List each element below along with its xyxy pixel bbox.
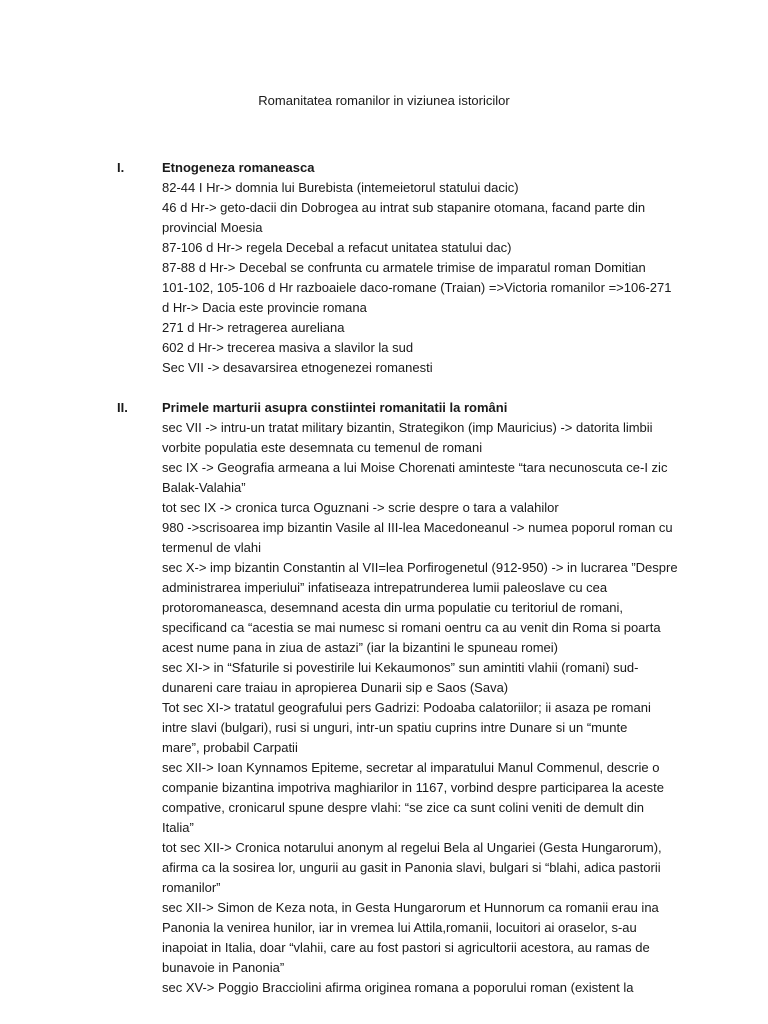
section-body [162,158,692,378]
text-line: 87-106 d Hr-> regela Decebal a refacut unitatea statului dac) [162,240,512,255]
text-line: inapoiat in Italia, doar “vlahii, care au fost pastori si agricultorii acestora, au ramas de [162,940,650,955]
text-line: Italia” [162,820,194,835]
text-line: 980 ->scrisoarea imp bizantin Vasile al III-lea Macedoneanul -> numea poporul roman cu [162,520,673,535]
text-line: sec X-> imp bizantin Constantin al VII=lea Porfirogenetul (912-950) -> in lucrarea ”Despre [162,560,678,575]
text-line: dunareni care traiau in apropierea Dunarii sip e Saos (Sava) [162,680,509,695]
text-line: d Hr-> Dacia este provincie romana [162,300,367,315]
text-line: Tot sec XI-> tratatul geografului pers Gadrizi: Podoaba calatoriilor; ii asaza pe romani [162,700,651,715]
text-line: afirma ca la sosirea lor, ungurii au gasit in Panonia slavi, bulgari si “blahi, adica pastorii [162,860,661,875]
text-line: romanilor” [162,880,221,895]
text-line: sec XII-> Ioan Kynnamos Epiteme, secretar al imparatului Manul Commenul, descrie o [162,760,660,775]
text-line: provincial Moesia [162,220,263,235]
text-line: bunavoie in Panonia” [162,960,285,975]
text-line: Panonia la venirea hunilor, iar in vremea lui Attila,romanii, locuitori ai oraselor, s-au [162,920,637,935]
text-line: specificand ca “acestia se mai numesc si romani oentru ca au venit din Roma si poarta [162,620,661,635]
text-line: 87-88 d Hr-> Decebal se confrunta cu armatele trimise de imparatul roman Domitian [162,260,646,275]
text-line: administrarea imperiului” infatiseaza intrepatrunderea lumii paleoslave cu cea [162,580,608,595]
text-line: sec IX -> Geografia armeana a lui Moise Chorenati aminteste “tara necunoscuta ce-I zic [162,460,668,475]
text-line: Sec VII -> desavarsirea etnogenezei romanesti [162,360,433,375]
text-line: 82-44 I Hr-> domnia lui Burebista (intemeietorul statului dacic) [162,180,519,195]
text-line: sec VII -> intru-un tratat military bizantin, Strategikon (imp Mauricius) -> datorita limbii [162,420,653,435]
text-line: acest nume pana in ziua de astazi” (iar la bizantini le spuneau romei) [162,640,558,655]
text-line: termenul de vlahi [162,540,261,555]
text-line: protoromaneasca, desemnand acesta din urma populatie cu teritoriul de romani, [162,600,624,615]
section-heading: Primele marturii asupra constiintei romanitatii la români [162,400,508,415]
section-number: II. [117,400,128,415]
text-line: mare”, probabil Carpatii [162,740,298,755]
section-body [162,398,692,998]
text-line: tot sec XII-> Cronica notarului anonym al regelui Bela al Ungariei (Gesta Hungarorum), [162,840,662,855]
text-line: 46 d Hr-> geto-dacii din Dobrogea au intrat sub stapanire otomana, facand parte din [162,200,646,215]
text-line: 271 d Hr-> retragerea aureliana [162,320,345,335]
text-line: sec XII-> Simon de Keza nota, in Gesta Hungarorum et Hunnorum ca romanii erau ina [162,900,659,915]
text-line: intre slavi (bulgari), rusi si unguri, intr-un spatiu cuprins intre Dunare si un “munte [162,720,628,735]
text-line: 602 d Hr-> trecerea masiva a slavilor la sud [162,340,414,355]
text-line: vorbite populatia este desemnata cu temenul de romani [162,440,483,455]
section-heading: Etnogeneza romaneasca [162,160,315,175]
page-title: Romanitatea romanilor in viziunea istoricilor [258,93,510,108]
text-line: sec XV-> Poggio Bracciolini afirma originea romana a poporului roman (existent la [162,980,634,995]
text-line: companie bizantina impotriva maghiarilor in 1167, vorbind despre participarea la aceste [162,780,664,795]
section-number: I. [117,160,125,175]
text-line: tot sec IX -> cronica turca Oguznani -> scrie despre o tara a valahilor [162,500,559,515]
text-line: 101-102, 105-106 d Hr razboaiele daco-romane (Traian) =>Victoria romanilor =>106-271 [162,280,672,295]
text-line: Balak-Valahia” [162,480,246,495]
text-line: compative, cronicarul spune despre vlahi: “se zice ca sunt colini veniti de demult din [162,800,644,815]
text-line: sec XI-> in “Sfaturile si povestirile lui Kekaumonos” sun amintiti vlahii (romani) sud- [162,660,639,675]
